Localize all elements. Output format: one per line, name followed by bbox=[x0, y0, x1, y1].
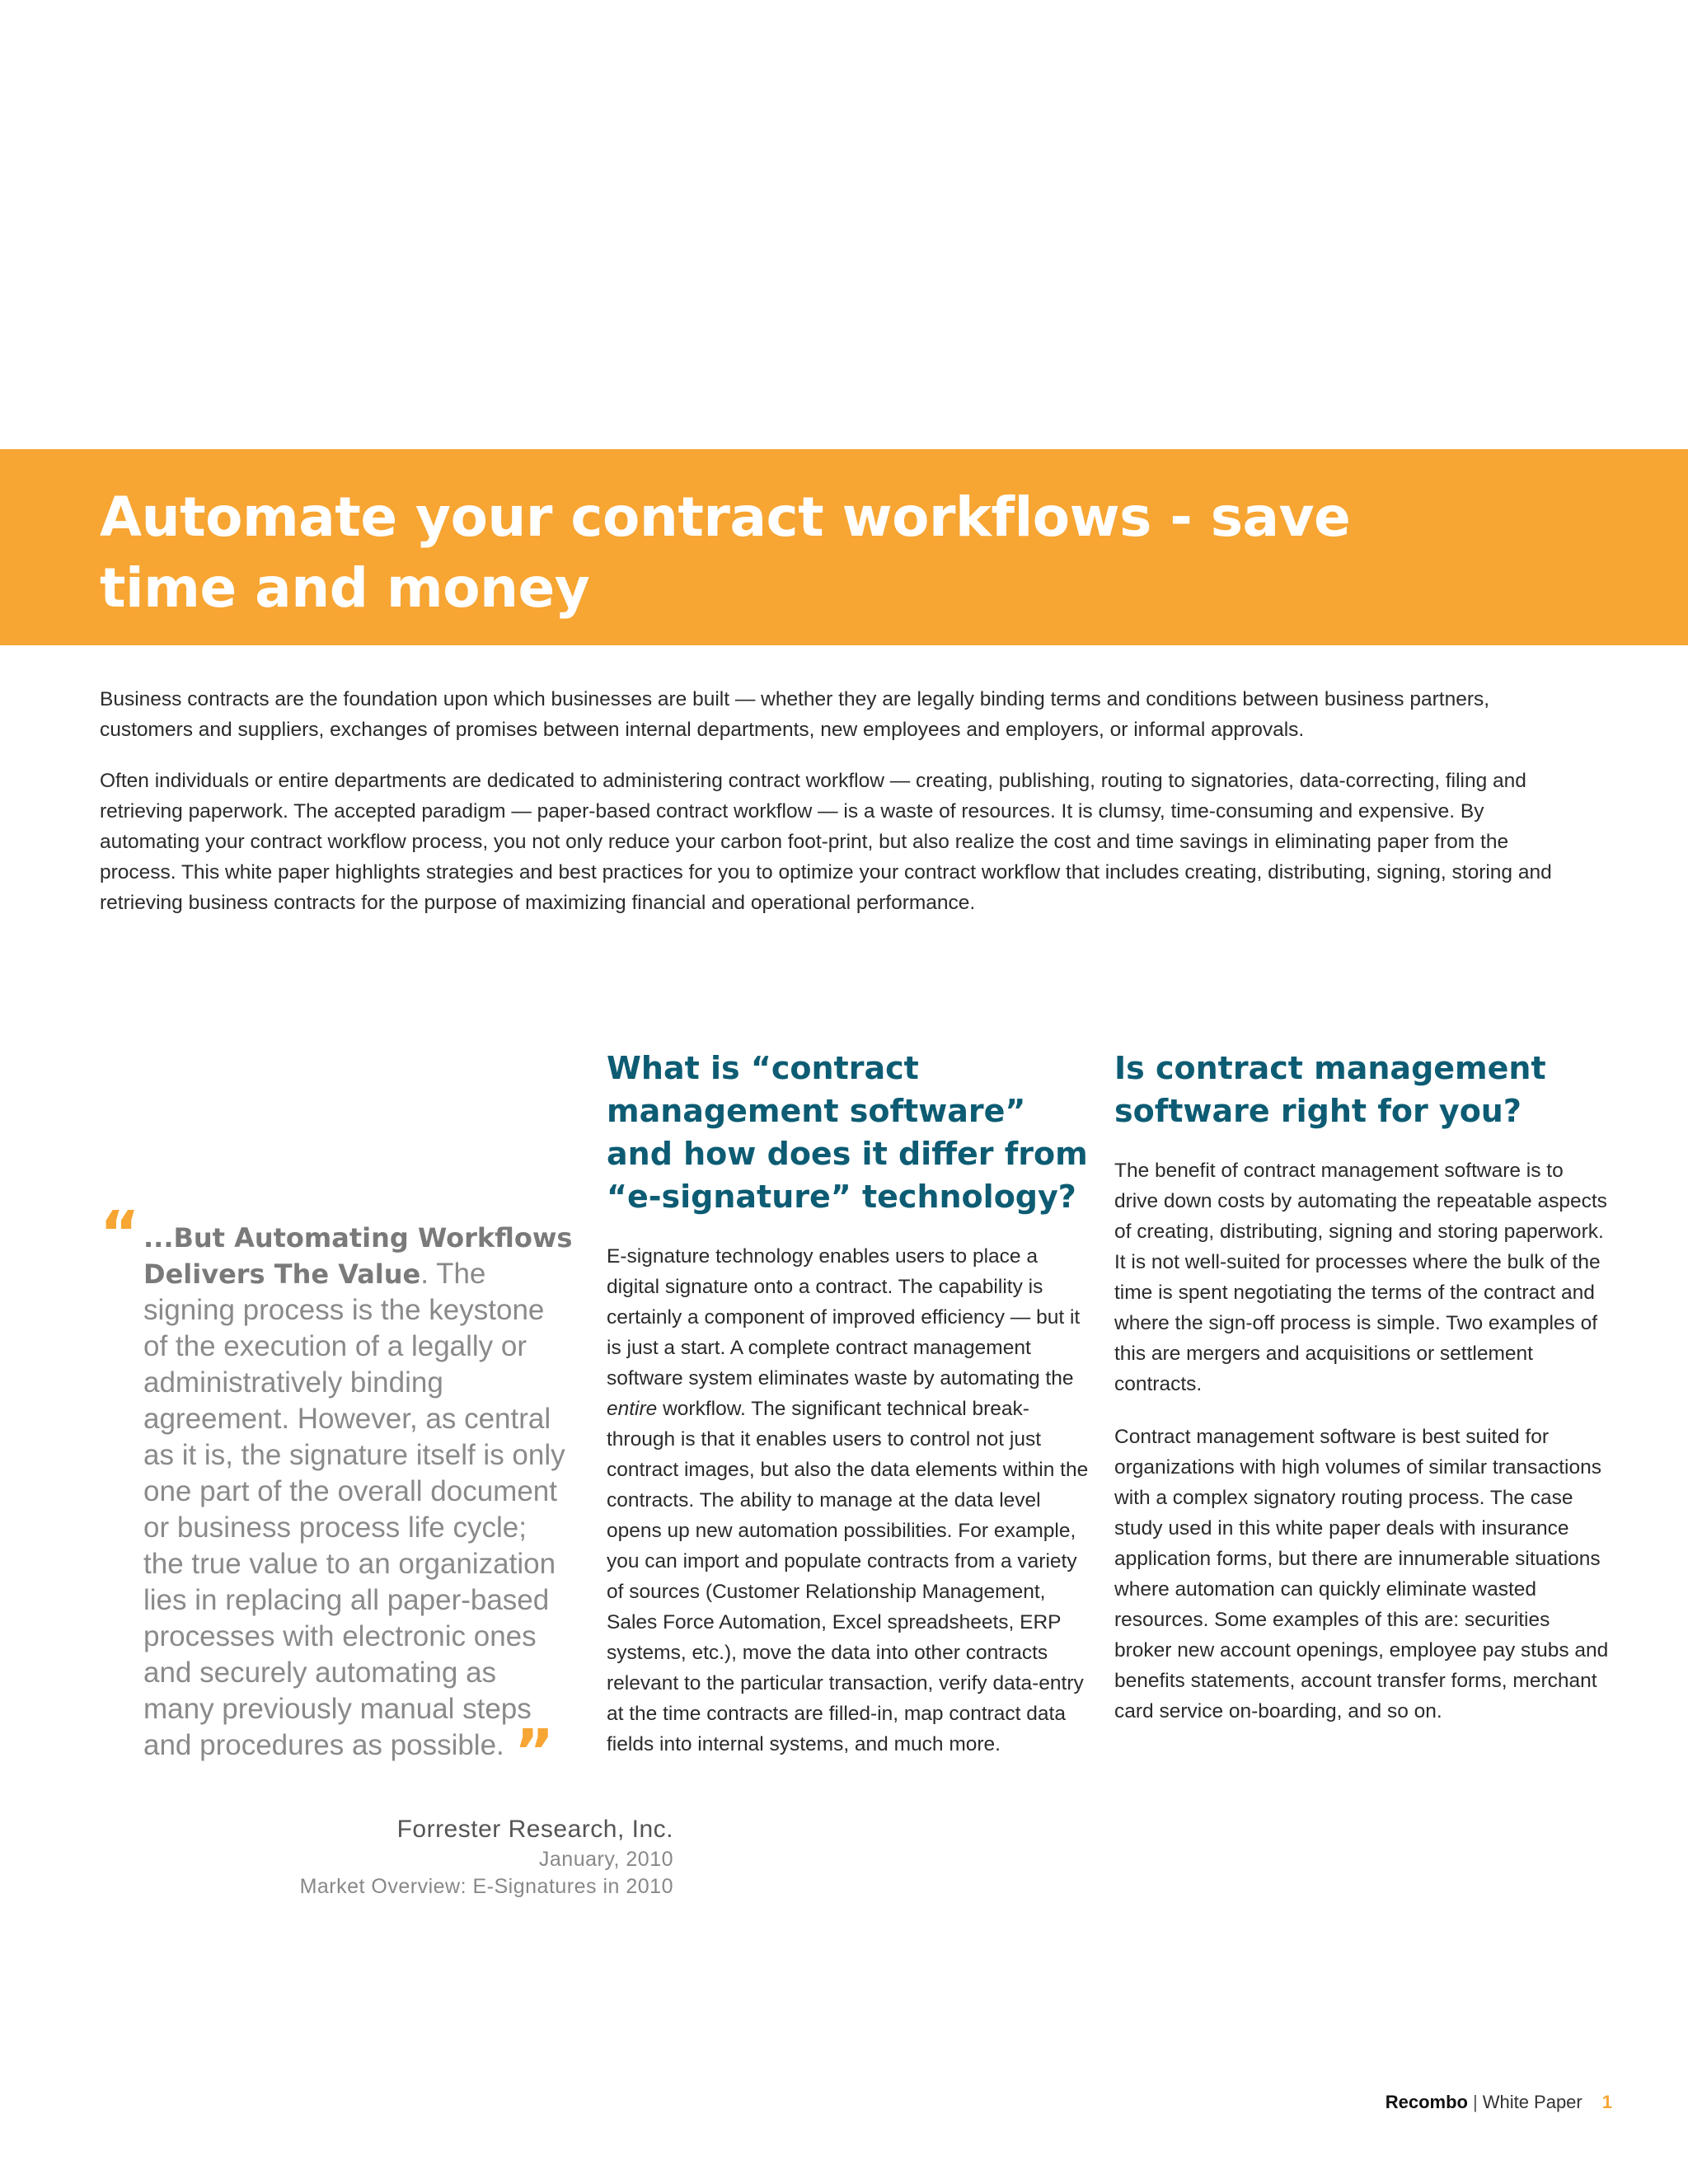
open-quote-icon: “ bbox=[100, 1198, 140, 1269]
page-number: 1 bbox=[1601, 2092, 1612, 2112]
column-2-body bbox=[1114, 1155, 1609, 1727]
column-1-paragraph bbox=[607, 1241, 1089, 1760]
column-1-body bbox=[607, 1241, 1089, 1760]
intro-paragraph-1: Business contracts are the foundation upon which businesses are built — whether they are legally binding terms and conditions between business partners, customers and suppliers, exchanges of promises between internal departments, new employees and employers, or informal approvals. bbox=[100, 688, 1490, 741]
quote-lead: ...But Automating Workflows Delivers The Value bbox=[143, 1222, 573, 1290]
attribution-source: Market Overview: E-Signatures in 2010 bbox=[299, 1875, 673, 1898]
attribution-org: Forrester Research, Inc. bbox=[396, 1816, 673, 1843]
intro-paragraph-2: Often individuals or entire departments are dedicated to administering contract workflow — creating, publishing, routing to signatories, data-correcting, filing and retrieving paperwork. The accepted paradigm — paper-based contract workflow — is a waste of resources. It is clumsy, time-consuming and expensive. By automating your contract workflow process, you not only reduce your carbon foot-print, but also realize the cost and time savings in eliminating paper from the process. This white paper highlights strategies and best practices for you to optimize your contract workflow that includes creating, distributing, signing, storing and retrieving business contracts for the purpose of maximizing financial and operational performance. bbox=[100, 770, 1552, 914]
quote-body: . The signing process is the keystone of the execution of a legally or administratively binding agreement. However, as central as it is, the signature itself is only one part of the overall document or business process life cycle; the true value to an organization lies in replacing all paper-based processes with electronic ones and securely automating as many previously manual steps and procedures as possible. bbox=[143, 1258, 565, 1761]
column-2-heading: Is contract management software right for you? bbox=[1114, 1050, 1546, 1129]
quote-text bbox=[143, 1220, 574, 1788]
column-1-text-a: E-signature technology enables users to place a digital signature onto a contract. The capability is certainly a component of improved efficiency — but it is just a start. A complete contract management software system eliminates waste by automating the bbox=[607, 1245, 1081, 1390]
close-quote-icon: ” bbox=[513, 1717, 555, 1788]
footer-label: White Paper bbox=[1482, 2092, 1582, 2112]
page-title: Automate your contract workflows - save time and money bbox=[100, 485, 1351, 620]
column-2-paragraph-1: The benefit of contract management software is to drive down costs by automating the repeatable aspects of creating, distributing, signing and storing paperwork. It is not well-suited for processes where the bulk of the time is spent negotiating the terms of the contract and where the sign-off process is simple. Two examples of this are mergers and acquisitions or settlement contracts. bbox=[1114, 1160, 1607, 1395]
footer-separator: | bbox=[1472, 2092, 1478, 2112]
attribution-date: January, 2010 bbox=[538, 1848, 673, 1871]
page-footer bbox=[1386, 2092, 1612, 2113]
column-1-text-b: workflow. The significant technical break-through is that it enables users to control not just contract images, but also the data elements within the contracts. The ability to manage at the data level opens up new automation possibilities. For example, you can import and populate contracts from a variety of sources (Customer Relationship Management, Sales Force Automation, Excel spreadsheets, ERP systems, etc.), move the data into other contracts relevant to the particular transaction, verify data-entry at the time contracts are filled-in, map contract data fields into internal systems, and much more. bbox=[607, 1398, 1089, 1755]
column-1-heading: What is “contract management software” and how does it differ from “e-signature” technology? bbox=[607, 1050, 1088, 1215]
quote-attribution bbox=[179, 1813, 673, 1900]
column-2-paragraph-2: Contract management software is best suited for organizations with high volumes of similar transactions with a complex signatory routing process. The case study used in this white paper deals with insurance application forms, but there are innumerable situations where automation can quickly eliminate wasted resources. Some examples of this are: securities broker new account openings, employee pay stubs and benefits statements, account transfer forms, merchant card service on-boarding, and so on. bbox=[1114, 1426, 1609, 1722]
column-esignature bbox=[607, 1047, 1089, 1782]
intro-section bbox=[100, 684, 1583, 939]
title-banner bbox=[0, 449, 1688, 645]
column-right-for-you bbox=[1114, 1047, 1609, 1749]
footer-brand: Recombo bbox=[1385, 2092, 1468, 2112]
column-1-emphasis: entire bbox=[607, 1398, 658, 1420]
